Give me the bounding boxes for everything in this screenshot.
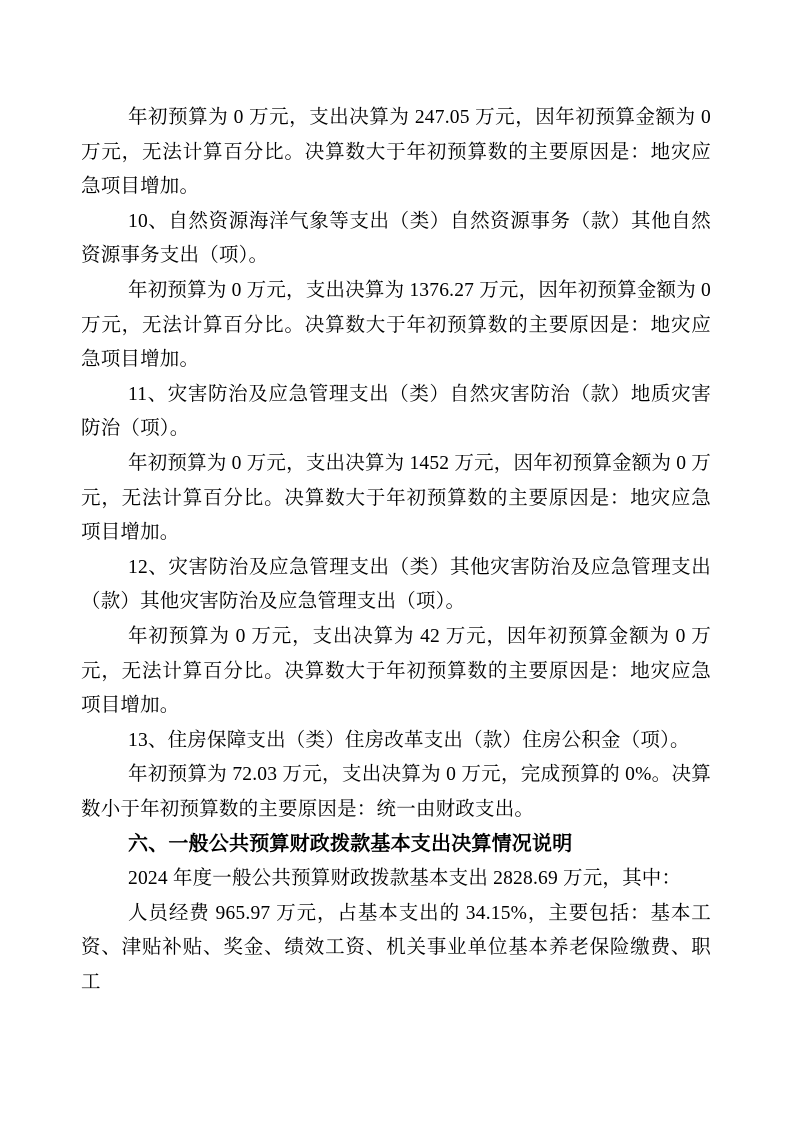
- paragraph-item-10: 10、自然资源海洋气象等支出（类）自然资源事务（款）其他自然资源事务支出（项）。: [81, 210, 711, 267]
- document-body: [81, 101, 711, 1000]
- paragraph-item-13: 13、住房保障支出（类）住房改革支出（款）住房公积金（项）。: [128, 729, 690, 751]
- section-heading-6: 六、一般公共预算财政拨款基本支出决算情况说明: [128, 833, 573, 856]
- paragraph-basic-expenditure-total: 2024 年度一般公共预算财政拨款基本支出 2828.69 万元，其中：: [128, 868, 682, 890]
- paragraph-budget-note-13: 年初预算为 72.03 万元，支出决算为 0 万元，完成预算的 0%。决算数小于年初预算数的主要原因是：统一由财政支出。: [81, 764, 711, 820]
- paragraph-budget-note-10: 年初预算为 0 万元，支出决算为 1376.27 万元，因年初预算金额为 0 万元，无法计算百分比。决算数大于年初预算数的主要原因是：地灾应急项目增加。: [81, 279, 711, 371]
- paragraph-budget-note-12: 年初预算为 0 万元，支出决算为 42 万元，因年初预算金额为 0 万元，无法计算百分比。决算数大于年初预算数的主要原因是：地灾应急项目增加。: [81, 625, 711, 717]
- paragraph-item-11: 11、灾害防治及应急管理支出（类）自然灾害防治（款）地质灾害防治（项）。: [81, 383, 711, 440]
- paragraph-budget-note-9: 年初预算为 0 万元，支出决算为 247.05 万元，因年初预算金额为 0 万元，无法计算百分比。决算数大于年初预算数的主要原因是：地灾应急项目增加。: [81, 107, 711, 198]
- paragraph-budget-note-11: 年初预算为 0 万元，支出决算为 1452 万元，因年初预算金额为 0 万元，无法计算百分比。决算数大于年初预算数的主要原因是：地灾应急项目增加。: [81, 452, 711, 544]
- paragraph-item-12: 12、灾害防治及应急管理支出（类）其他灾害防治及应急管理支出（款）其他灾害防治及应急管理支出（项）。: [81, 556, 711, 613]
- paragraph-personnel-expense: 人员经费 965.97 万元，占基本支出的 34.15%，主要包括：基本工资、津贴补贴、奖金、绩效工资、机关事业单位基本养老保险缴费、职工: [81, 902, 711, 993]
